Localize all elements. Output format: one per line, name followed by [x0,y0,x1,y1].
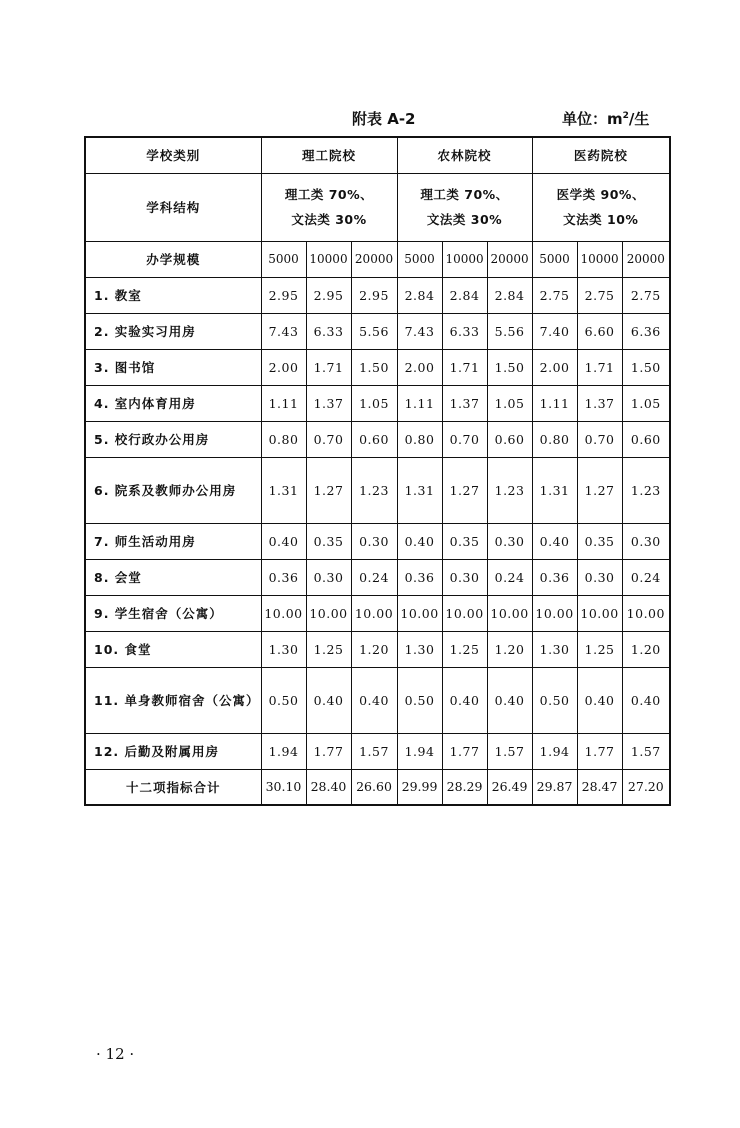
value-cell: 0.30 [351,523,397,559]
value-cell: 1.50 [622,349,670,385]
table-row [85,457,670,523]
value-cell: 0.24 [622,559,670,595]
value-cell: 1.37 [577,385,622,421]
value-cell: 2.00 [397,349,442,385]
value-cell: 1.27 [577,457,622,523]
table-row [85,523,670,559]
value-cell: 10.00 [622,595,670,631]
total-value-cell: 26.49 [487,769,532,805]
value-cell: 0.40 [532,523,577,559]
value-cell: 6.36 [622,313,670,349]
structure-line: 医学类 90%、 [556,187,645,202]
total-value-cell: 29.87 [532,769,577,805]
value-cell: 0.40 [622,667,670,733]
total-value-cell: 29.99 [397,769,442,805]
row-label: 1. 教室 [85,277,261,313]
header-row-structure [85,173,670,241]
value-cell: 1.57 [351,733,397,769]
value-cell: 0.80 [397,421,442,457]
page-number: · 12 · [96,1045,135,1063]
value-cell: 1.11 [397,385,442,421]
scale-cell: 5000 [397,241,442,277]
value-cell: 1.23 [487,457,532,523]
row-label: 3. 图书馆 [85,349,261,385]
value-cell: 1.05 [487,385,532,421]
value-cell: 0.36 [532,559,577,595]
value-cell: 6.33 [442,313,487,349]
value-cell: 1.71 [306,349,351,385]
table-row [85,313,670,349]
value-cell: 1.31 [261,457,306,523]
value-cell: 1.57 [487,733,532,769]
value-cell: 7.40 [532,313,577,349]
value-cell: 0.60 [622,421,670,457]
scale-cell: 20000 [487,241,532,277]
table-row [85,385,670,421]
value-cell: 1.77 [577,733,622,769]
value-cell: 0.24 [351,559,397,595]
value-cell: 1.77 [442,733,487,769]
unit-label [562,108,649,129]
value-cell: 0.35 [442,523,487,559]
value-cell: 0.40 [351,667,397,733]
row-label: 6. 院系及教师办公用房 [85,457,261,523]
value-cell: 1.57 [622,733,670,769]
value-cell: 0.36 [397,559,442,595]
value-cell: 10.00 [442,595,487,631]
row-label: 11. 单身教师宿舍（公寓） [85,667,261,733]
scale-cell: 10000 [442,241,487,277]
scale-cell: 20000 [351,241,397,277]
total-row [85,769,670,805]
value-cell: 0.40 [577,667,622,733]
value-cell: 10.00 [261,595,306,631]
value-cell: 2.84 [487,277,532,313]
value-cell: 0.60 [487,421,532,457]
value-cell: 2.95 [351,277,397,313]
total-value-cell: 27.20 [622,769,670,805]
scale-cell: 10000 [577,241,622,277]
area-index-table [84,136,671,806]
school-name-cell: 医药院校 [532,137,670,173]
value-cell: 1.27 [306,457,351,523]
value-cell: 1.23 [622,457,670,523]
value-cell: 1.27 [442,457,487,523]
value-cell: 2.84 [442,277,487,313]
table-title: 附表 A-2 [352,110,416,128]
value-cell: 1.25 [306,631,351,667]
value-cell: 2.95 [261,277,306,313]
school-name-cell: 理工院校 [261,137,397,173]
structure-line: 文法类 30% [426,212,503,227]
unit-superscript: 2 [622,111,629,121]
value-cell: 1.94 [261,733,306,769]
value-cell: 0.24 [487,559,532,595]
value-cell: 1.30 [397,631,442,667]
structure-cell [397,173,532,241]
total-label: 十二项指标合计 [85,769,261,805]
row-label: 10. 食堂 [85,631,261,667]
value-cell: 2.75 [622,277,670,313]
value-cell: 0.40 [261,523,306,559]
value-cell: 1.20 [622,631,670,667]
value-cell: 0.50 [532,667,577,733]
table-row [85,277,670,313]
scale-cell: 5000 [261,241,306,277]
value-cell: 2.75 [532,277,577,313]
table-row [85,595,670,631]
value-cell: 1.31 [397,457,442,523]
value-cell: 10.00 [351,595,397,631]
value-cell: 0.70 [306,421,351,457]
value-cell: 1.05 [622,385,670,421]
structure-label: 学科结构 [85,173,261,241]
value-cell: 0.36 [261,559,306,595]
value-cell: 0.80 [532,421,577,457]
structure-line: 文法类 30% [291,212,367,227]
value-cell: 10.00 [577,595,622,631]
structure-line: 理工类 70%、 [420,187,509,202]
value-cell: 1.71 [442,349,487,385]
scale-label: 办学规模 [85,241,261,277]
value-cell: 0.35 [306,523,351,559]
value-cell: 7.43 [261,313,306,349]
structure-cell [532,173,670,241]
value-cell: 1.20 [487,631,532,667]
value-cell: 10.00 [532,595,577,631]
row-label: 5. 校行政办公用房 [85,421,261,457]
structure-line: 文法类 10% [563,212,639,227]
value-cell: 1.31 [532,457,577,523]
table-row [85,667,670,733]
total-value-cell: 30.10 [261,769,306,805]
structure-cell [261,173,397,241]
table-row [85,559,670,595]
value-cell: 0.30 [487,523,532,559]
row-label: 9. 学生宿舍（公寓） [85,595,261,631]
value-cell: 1.94 [532,733,577,769]
unit-prefix: 单位：m [562,110,623,128]
value-cell: 0.40 [306,667,351,733]
header-row-scale [85,241,670,277]
header-row-school-type [85,137,670,173]
value-cell: 1.20 [351,631,397,667]
value-cell: 0.30 [306,559,351,595]
value-cell: 2.84 [397,277,442,313]
value-cell: 0.40 [397,523,442,559]
table-row [85,733,670,769]
value-cell: 1.37 [306,385,351,421]
value-cell: 0.50 [397,667,442,733]
value-cell: 1.25 [577,631,622,667]
value-cell: 1.05 [351,385,397,421]
value-cell: 0.35 [577,523,622,559]
value-cell: 0.30 [622,523,670,559]
value-cell: 1.30 [532,631,577,667]
value-cell: 1.11 [532,385,577,421]
value-cell: 1.71 [577,349,622,385]
value-cell: 5.56 [351,313,397,349]
total-value-cell: 28.29 [442,769,487,805]
scale-cell: 5000 [532,241,577,277]
row-label: 8. 会堂 [85,559,261,595]
total-value-cell: 28.40 [306,769,351,805]
value-cell: 7.43 [397,313,442,349]
table-row [85,349,670,385]
row-label: 7. 师生活动用房 [85,523,261,559]
value-cell: 2.75 [577,277,622,313]
structure-line: 理工类 70%、 [284,187,374,202]
total-value-cell: 28.47 [577,769,622,805]
value-cell: 2.00 [532,349,577,385]
table-row [85,631,670,667]
value-cell: 1.11 [261,385,306,421]
value-cell: 0.50 [261,667,306,733]
value-cell: 10.00 [306,595,351,631]
value-cell: 2.95 [306,277,351,313]
unit-suffix: /生 [628,110,650,128]
value-cell: 6.60 [577,313,622,349]
row-label: 4. 室内体育用房 [85,385,261,421]
total-value-cell: 26.60 [351,769,397,805]
value-cell: 10.00 [487,595,532,631]
value-cell: 1.50 [487,349,532,385]
table-row [85,421,670,457]
value-cell: 0.40 [487,667,532,733]
school-type-label: 学校类别 [85,137,261,173]
value-cell: 0.70 [577,421,622,457]
value-cell: 0.30 [442,559,487,595]
value-cell: 1.77 [306,733,351,769]
row-label: 2. 实验实习用房 [85,313,261,349]
value-cell: 0.30 [577,559,622,595]
value-cell: 1.23 [351,457,397,523]
scale-cell: 20000 [622,241,670,277]
value-cell: 0.80 [261,421,306,457]
value-cell: 1.37 [442,385,487,421]
row-label: 12. 后勤及附属用房 [85,733,261,769]
scale-cell: 10000 [306,241,351,277]
value-cell: 1.25 [442,631,487,667]
value-cell: 6.33 [306,313,351,349]
value-cell: 1.30 [261,631,306,667]
value-cell: 1.94 [397,733,442,769]
value-cell: 2.00 [261,349,306,385]
value-cell: 5.56 [487,313,532,349]
value-cell: 0.70 [442,421,487,457]
value-cell: 0.60 [351,421,397,457]
value-cell: 10.00 [397,595,442,631]
value-cell: 0.40 [442,667,487,733]
school-name-cell: 农林院校 [397,137,532,173]
value-cell: 1.50 [351,349,397,385]
